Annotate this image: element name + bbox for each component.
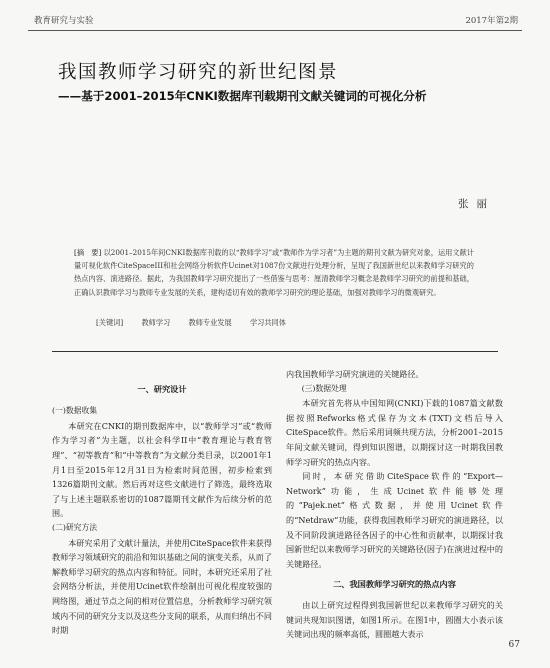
author-name: 张丽	[458, 198, 495, 210]
page-number: 67	[508, 640, 520, 650]
keyword-item: 学习共同体	[249, 318, 286, 327]
header-rule	[28, 30, 522, 31]
journal-name: 教育研究与实验	[34, 16, 94, 26]
running-header	[28, 14, 522, 28]
paragraph: 由以上研究过程得到我国新世纪以来教师学习研究的关键词共现知识图谱，如图1所示。在图1中，圆圈大小表示该关键词出现的频率高低，圆圈越大表示	[286, 599, 503, 640]
paragraph: 本研究在CNKI的期刊数据库中，以“教师学习”或“教师作为学习者”为主题，以社会科学II中“教育理论与教育管理”、“初等教育”和“中等教育”为文献分类目录，以2001年1月1日至2015年12月31日为检索时间范围，初步检索到1326篇期刊文献。然后再对这些文献进行了筛选，最终选取了与上述主题联系密切的1087篇期刊文献作为后续分析的范围。	[52, 420, 272, 519]
right-column	[286, 367, 503, 642]
paragraph: 内我国教师学习研究演进的关键路径。	[286, 369, 424, 379]
abstract	[74, 246, 474, 299]
keywords-label: [关键词]	[96, 318, 124, 327]
article-subtitle: ——基于2001–2015年CNKI数据库刊载期刊文献关键词的可视化分析	[58, 89, 427, 103]
abstract-rule	[52, 351, 498, 352]
paragraph: 本研究采用了文献计量法，并使用CiteSpace软件来获得教师学习领域研究的前沿和知识基础之间的演变关系，从而了解教师学习研究的热点内容和特征。同时，本研究还采用了社会网络分析法，并使用Ucinet软件绘制出可视化程度较强的网络图，通过节点之间的相对位置信息，分析教师学习研究领域内不同的研究分支以及这些分支间的联系，从而归纳出不同时期	[52, 537, 272, 636]
keyword-item: 教师专业发展	[188, 318, 232, 327]
section-heading: 二、我国教师学习研究的热点内容	[333, 579, 456, 590]
section-heading: 一、研究设计	[137, 383, 187, 394]
abstract-text: 以2001–2015年间CNKI数据库刊载的以“教师学习”或“教师作为学习者”为主题的期刊文献为研究对象，运用文献计量可视化软件CiteSpaceIII和社会网络分析软件Ucinet对1087份文献进行处理分析，呈现了我国新世纪以来教师学习研究的热点内容、演进路径。据此，为我国教师学习研究提出了一些借鉴与思考：厘清教师学习概念是教师学习研究的前提和基础，正确认识教师学习与教师专业发展的关系，建构适切有效的教师学习研究的理论基础，加强对教师学习的微观研究。	[74, 248, 474, 297]
keyword-item: 教师学习	[141, 318, 171, 327]
subsection-heading: (二)研究方法	[52, 522, 98, 532]
keywords	[96, 318, 302, 328]
article-title: 我国教师学习研究的新世纪图景	[58, 62, 339, 83]
subsection-heading: (一)数据收集	[52, 406, 98, 416]
issue-label: 2017年第2期	[465, 16, 518, 26]
paragraph: 本研究首先将从中国知网(CNKI)下载的1087篇文献数据按照Refworks格式保存为文本(TXT)文档后导入CiteSpace软件。然后采用词频共现方法，分析2001–2015年间文献关键词，得到知识图谱，以期探讨这一时期我国教师学习研究的热点内容。	[286, 398, 503, 467]
subsection-heading: (三)数据处理	[301, 383, 347, 393]
abstract-label: [摘 要]	[74, 248, 102, 257]
left-column	[52, 367, 272, 638]
paragraph: 同时，本研究借助CiteSpace软件的“Export—Network”功能，生成Ucinet软件能够处理的“Pajek.net”格式数据，并使用Ucinet软件的“Netdraw”功能，获得我国教师学习研究的演进路径，以及不同阶段演进路径各因子的中心性和贡献率，以期探讨我国新世纪以来教师学习研究的关键路径(因子)在演进过程中的关键路径。	[286, 471, 503, 569]
